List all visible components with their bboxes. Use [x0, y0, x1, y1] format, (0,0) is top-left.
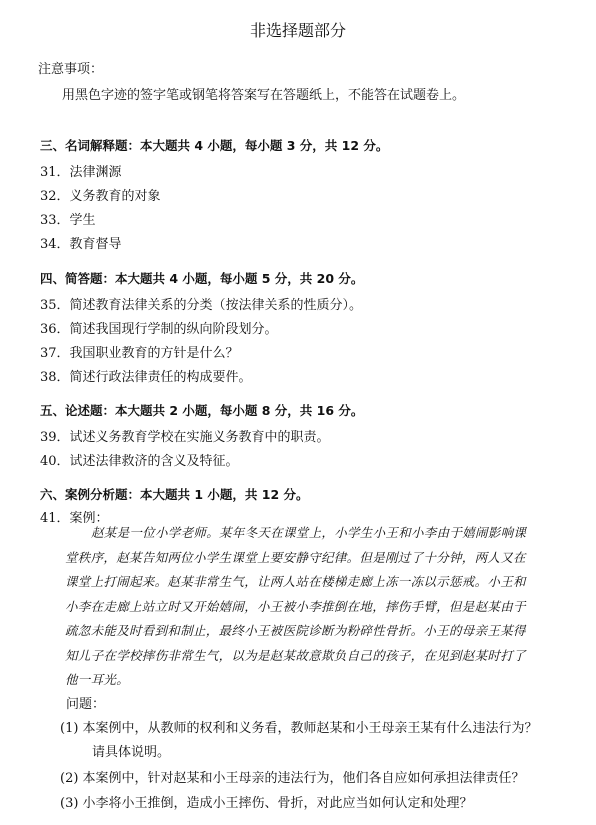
case-line: 他一耳光。 [65, 672, 130, 687]
question-31: 31．法律渊源 [40, 165, 122, 180]
question-38: 38．简述行政法律责任的构成要件。 [40, 370, 252, 385]
case-line: 课堂上打闹起来。赵某非常生气，让两人站在楼梯走廊上冻一冻以示惩戒。小王和 [65, 574, 526, 589]
case-question-2: (2) 本案例中，针对赵某和小王母亲的违法行为，他们各自应如何承担法律责任？ [60, 771, 525, 786]
case-question-1-cont: 请具体说明。 [92, 745, 171, 760]
case-line: 小李在走廊上站立时又开始嬉闹，小王被小李推倒在地，摔伤手臂，但是赵某由于 [65, 598, 526, 614]
question-36: 36．简述我国现行学制的纵向阶段划分。 [40, 322, 278, 337]
case-line: 赵某是一位小学老师。某年冬天在课堂上，小学生小王和小李由于嬉闹影响课 [91, 525, 527, 540]
case-line: 知儿子在学校摔伤非常生气，以为是赵某故意欺负自己的孩子，在见到赵某时打了 [65, 647, 526, 663]
notes-body: 用黑色字迹的签字笔或钢笔将答案写在答题纸上，不能答在试题卷上。 [62, 88, 466, 103]
case-question-3: (3) 小李将小王推倒，造成小王摔伤、骨折，对此应当如何认定和处理？ [60, 796, 473, 811]
question-40: 40．试述法律救济的含义及特征。 [40, 454, 239, 469]
section-3-header: 三、名词解释题：本大题共 4 小题，每小题 3 分，共 12 分。 [40, 138, 389, 153]
section-5-header: 五、论述题：本大题共 2 小题，每小题 8 分，共 16 分。 [40, 403, 364, 418]
case-question-1: (1) 本案例中，从教师的权利和义务看，教师赵某和小王母亲王某有什么违法行为？ [60, 721, 538, 736]
question-34: 34．教育督导 [40, 237, 122, 252]
case-line: 堂秩序，赵某告知两位小学生课堂上要安静守纪律。但是刚过了十分钟，两人又在 [65, 549, 526, 565]
questions-heading: 问题： [66, 697, 106, 712]
question-33: 33．学生 [40, 213, 96, 228]
notes-heading: 注意事项： [38, 62, 104, 77]
question-32: 32．义务教育的对象 [40, 189, 161, 204]
question-41: 41．案例： [40, 511, 109, 526]
question-39: 39．试述义务教育学校在实施义务教育中的职责。 [40, 430, 330, 445]
case-text [65, 521, 570, 693]
page-title: 非选择题部分 [249, 21, 346, 40]
case-line: 疏忽未能及时看到和制止，最终小王被医院诊断为粉碎性骨折。小王的母亲王某得 [65, 623, 526, 638]
section-4-header: 四、简答题：本大题共 4 小题，每小题 5 分，共 20 分。 [40, 271, 364, 286]
question-35: 35．简述教育法律关系的分类（按法律关系的性质分）。 [40, 298, 363, 313]
question-37: 37．我国职业教育的方针是什么？ [40, 346, 239, 361]
section-6-header: 六、案例分析题：本大题共 1 小题，共 12 分。 [40, 487, 309, 502]
